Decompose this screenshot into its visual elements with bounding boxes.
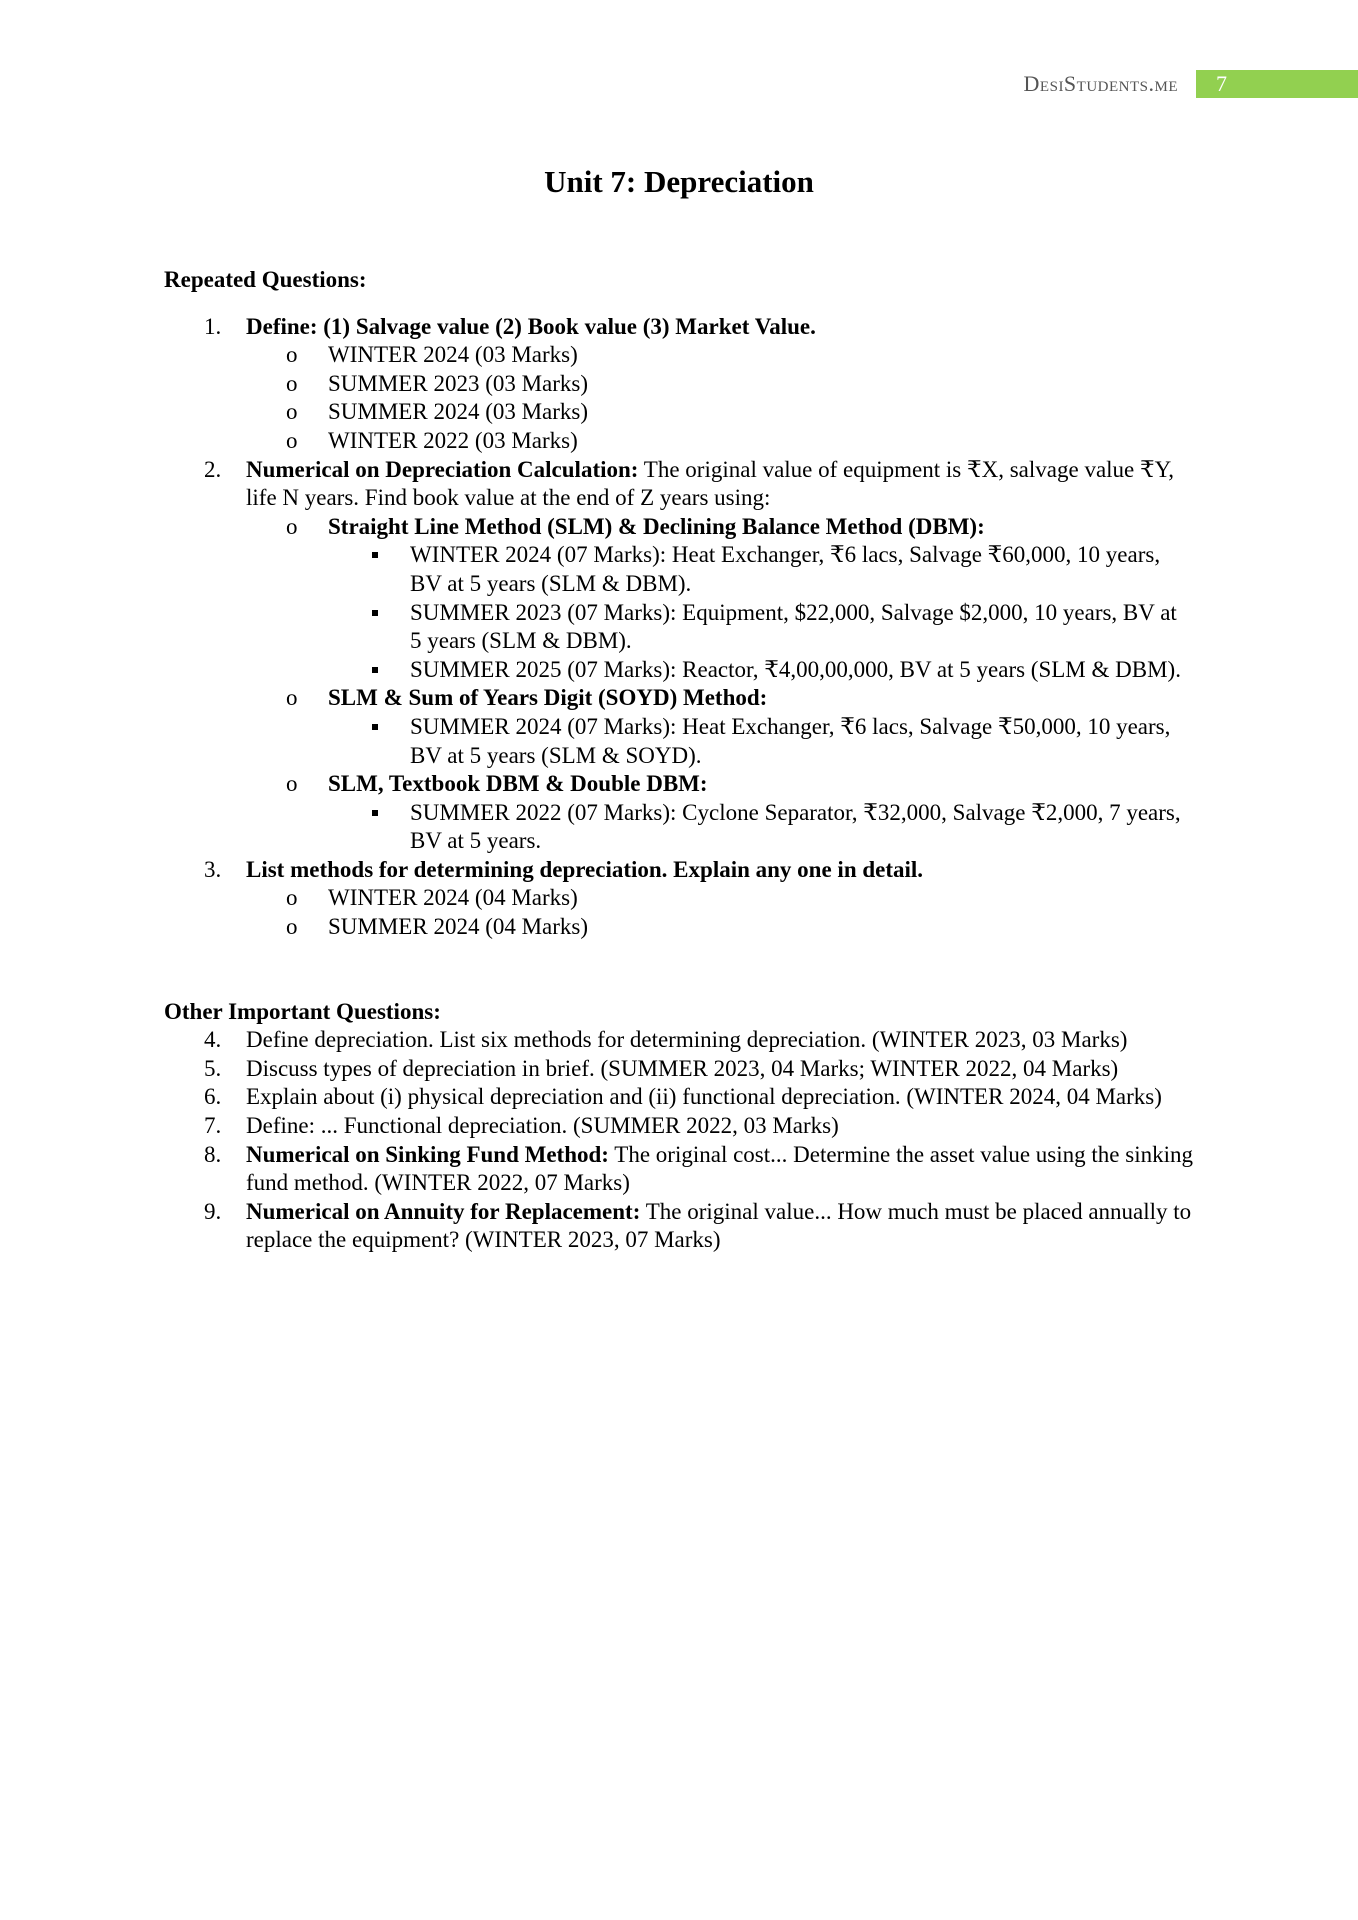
list-item: o Straight Line Method (SLM) & Declining Balance Method (DBM): WINTER 2024 (07 Marks): Heat Exchanger, ₹6 lacs, Salvage ₹60,000, 10 years, BV at 5 years (SLM & DBM). SUMMER 2023 (07 Marks): Equipment, $22,000, Salvage $2,000, 10 years, BV at 5 years (SLM & DBM). SUMMER 2025 (07 Marks): Reactor, ₹4,00,00,000, BV at 5 years (SLM & DBM).: [246, 513, 1194, 685]
repeated-questions-heading: Repeated Questions:: [164, 267, 367, 292]
list-item: SUMMER 2024 (07 Marks): Heat Exchanger, ₹6 lacs, Salvage ₹50,000, 10 years, BV at 5 years (SLM & SOYD).: [328, 713, 1194, 770]
method-label: SLM & Sum of Years Digit (SOYD) Method:: [328, 685, 768, 711]
page-number: 7: [1216, 71, 1227, 96]
list-item: 8. Numerical on Sinking Fund Method: The original cost... Determine the asset value using the sinking fund method. (WINTER 2022, 07 Marks): [204, 1141, 1193, 1196]
question-number: 1.: [204, 313, 222, 339]
page-number-badge: [1196, 70, 1358, 98]
list-item: 6. Explain about (i) physical depreciation and (ii) functional depreciation. (WINTER 2024, 04 Marks): [204, 1084, 1162, 1110]
sub-sub-list: [328, 713, 1194, 770]
page-header: [1024, 70, 1358, 98]
sub-sub-list: [328, 799, 1194, 856]
list-item: 5. Discuss types of depreciation in brief. (SUMMER 2023, 04 Marks; WINTER 2022, 04 Marks): [204, 1055, 1119, 1081]
question-bold: List methods for determining depreciation. Explain any one in detail.: [246, 856, 924, 882]
list-item: o WINTER 2022 (03 Marks): [286, 427, 578, 453]
sub-sub-list: [328, 541, 1194, 684]
sub-list: [246, 884, 1194, 941]
list-item: o WINTER 2024 (04 Marks): [286, 885, 578, 911]
list-item: o SUMMER 2024 (03 Marks): [286, 399, 589, 425]
other-questions-list: [164, 1026, 1194, 1255]
list-item: o SUMMER 2023 (03 Marks): [286, 370, 589, 396]
question-bold: Numerical on Depreciation Calculation:: [246, 456, 639, 482]
list-item: 7. Define: ... Functional depreciation. (SUMMER 2022, 03 Marks): [204, 1113, 839, 1139]
sub-list: [246, 341, 1194, 455]
sub-list: [246, 513, 1194, 856]
list-item: 4. Define depreciation. List six methods for determining depreciation. (WINTER 2023, 03 Marks): [204, 1027, 1128, 1053]
question-bold: Define: (1) Salvage value (2) Book value (3) Market Value.: [246, 313, 816, 339]
list-item: o WINTER 2024 (03 Marks): [286, 342, 578, 368]
other-questions-heading: Other Important Questions:: [164, 998, 441, 1024]
question-number: 3.: [204, 856, 222, 882]
document-body: [164, 266, 1194, 1255]
list-item: [164, 313, 1194, 456]
list-item: SUMMER 2025 (07 Marks): Reactor, ₹4,00,00,000, BV at 5 years (SLM & DBM).: [328, 656, 1194, 685]
list-item: 9. Numerical on Annuity for Replacement: The original value... How much must be placed annually to replace the equipment? (WINTER 2023, 07 Marks): [204, 1198, 1192, 1253]
question-text: The original value of equipment is ₹X, salvage value ₹Y, life N years. Find book value at the end of Z years using:: [246, 456, 1175, 511]
list-item: WINTER 2024 (07 Marks): Heat Exchanger, ₹6 lacs, Salvage ₹60,000, 10 years, BV at 5 years (SLM & DBM).: [328, 541, 1194, 598]
site-name: DesiStudents.me: [1023, 71, 1178, 96]
repeated-questions-list: [164, 313, 1194, 942]
list-item: SUMMER 2022 (07 Marks): Cyclone Separator, ₹32,000, Salvage ₹2,000, 7 years, BV at 5 years.: [328, 799, 1194, 856]
question-number: 2.: [204, 456, 222, 482]
page-title: Unit 7: Depreciation: [544, 164, 814, 199]
list-item: [164, 456, 1194, 856]
method-label: SLM, Textbook DBM & Double DBM:: [328, 771, 708, 797]
list-item: o SLM, Textbook DBM & Double DBM: SUMMER 2022 (07 Marks): Cyclone Separator, ₹32,000, Salvage ₹2,000, 7 years, BV at 5 years.: [246, 770, 1194, 856]
list-item: SUMMER 2023 (07 Marks): Equipment, $22,000, Salvage $2,000, 10 years, BV at 5 years (SLM & DBM).: [328, 599, 1194, 656]
method-label: Straight Line Method (SLM) & Declining Balance Method (DBM):: [328, 513, 985, 539]
list-item: o SUMMER 2024 (04 Marks): [286, 914, 589, 940]
list-item: [164, 856, 1194, 942]
list-item: o SLM & Sum of Years Digit (SOYD) Method: SUMMER 2024 (07 Marks): Heat Exchanger, ₹6 lacs, Salvage ₹50,000, 10 years, BV at 5 years (SLM & SOYD).: [246, 684, 1194, 770]
